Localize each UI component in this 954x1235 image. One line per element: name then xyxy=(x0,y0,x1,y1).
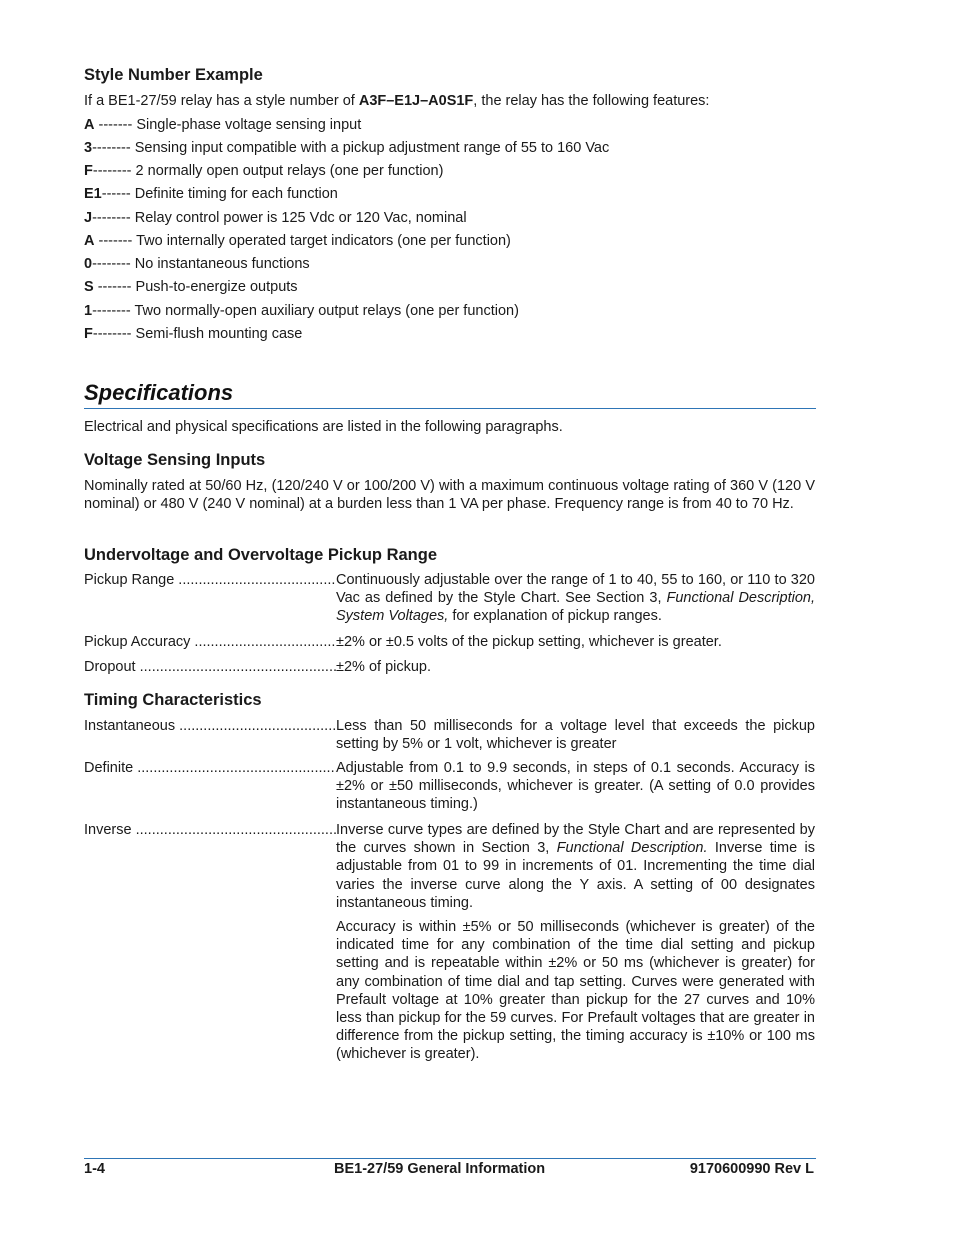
spec-label: Dropout ..... xyxy=(84,658,336,676)
feature-line: A ------- Two internally operated target indicators (one per function) xyxy=(84,233,511,249)
section-rule xyxy=(84,408,816,409)
feature-line: 3-------- Sensing input compatible with a pickup adjustment range of 55 to 160 Vac xyxy=(84,140,610,156)
spec-dropout xyxy=(84,658,815,676)
spec-label: Instantaneous ..... xyxy=(84,717,336,735)
footer-page-number: 1-4 xyxy=(84,1161,105,1177)
specifications-intro: Electrical and physical specifications are listed in the following paragraphs. xyxy=(84,419,563,435)
style-example-heading: Style Number Example xyxy=(84,66,263,84)
pickup-range-heading: Undervoltage and Overvoltage Pickup Range xyxy=(84,546,438,564)
feature-line: J-------- Relay control power is 125 Vdc or 120 Vac, nominal xyxy=(84,210,467,226)
voltage-sensing-text: Nominally rated at 50/60 Hz, (120/240 V or 100/200 V) with a maximum continuous voltage rating of 360 V (120 V nominal) or 480 V (240 V nominal) at a burden less than 1 VA per phase. Frequency range is from 40 to 70 Hz. xyxy=(84,478,815,512)
footer-doc-number: 9170600990 Rev L xyxy=(689,1161,814,1177)
spec-definite xyxy=(84,759,815,814)
spec-value: ±2% or ±0.5 volts of the pickup setting, whichever is greater. xyxy=(336,634,722,650)
spec-label: Pickup Accuracy ..... xyxy=(84,633,336,651)
spec-value: Less than 50 milliseconds for a voltage level that exceeds the pickup setting by 5% or 1 volt, whichever is greater xyxy=(336,718,815,753)
spec-value: Adjustable from 0.1 to 9.9 seconds, in steps of 0.1 seconds. Accuracy is ±2% or ±50 milliseconds, whichever is greater. (A setting of 0.0 provides instantaneous timing.) xyxy=(336,760,815,813)
timing-heading: Timing Characteristics xyxy=(84,691,262,709)
spec-value: ±2% of pickup. xyxy=(336,659,432,675)
spec-label: Inverse ..... xyxy=(84,821,336,839)
spec-value: Inverse curve types are defined by the Style Chart and are represented by the curves shown in Section 3, Functional Description. Inverse time is adjustable from 01 to 99 in increments of 01. Incrementing the time dial varies the inverse curve along the Y axis. A setting of 00 designates instantaneous timing. Accuracy is within ±5% or 50 milliseconds (whichever is greater) of the indicated time for any combination of the time dial setting and pickup setting and is repeatable within ±2% or 50 ms (whichever is greater) for any combination of time dial and tap setting. Curves were generated with Prefault voltage at 10% greater than pickup for the 27 curves and 10% less than pickup for the 59 curves. For Prefault voltages that are greater in difference from the pickup setting, the timing accuracy is ±10% or 100 ms (whichever is greater). xyxy=(336,822,815,1063)
style-example-intro: If a BE1-27/59 relay has a style number of A3F–E1J–A0S1F, the relay has the following features: xyxy=(84,93,710,109)
footer-rule xyxy=(84,1158,816,1159)
spec-label: Definite ..... xyxy=(84,759,336,777)
spec-inverse xyxy=(84,821,815,1064)
specifications-title: Specifications xyxy=(84,380,234,405)
spec-value: Continuously adjustable over the range of 1 to 40, 55 to 160, or 110 to 320 Vac as defined by the Style Chart. See Section 3, Functional Description, System Voltages, for explanation of pickup ranges. xyxy=(336,572,815,625)
spec-label: Pickup Range ..... xyxy=(84,571,336,589)
feature-line: A ------- Single-phase voltage sensing input xyxy=(84,117,362,133)
footer-title: BE1-27/59 General Information xyxy=(334,1161,546,1177)
style-number: A3F–E1J–A0S1F xyxy=(358,93,474,109)
spec-pickup-accuracy xyxy=(84,633,815,651)
feature-line: F-------- 2 normally open output relays (one per function) xyxy=(84,163,444,179)
feature-line: F-------- Semi-flush mounting case xyxy=(84,326,303,342)
feature-line: E1------ Definite timing for each function xyxy=(84,186,338,202)
voltage-sensing-heading: Voltage Sensing Inputs xyxy=(84,451,266,469)
feature-line: S ------- Push-to-energize outputs xyxy=(84,279,298,295)
spec-instantaneous xyxy=(84,717,815,753)
feature-line: 0-------- No instantaneous functions xyxy=(84,256,310,272)
feature-line: 1-------- Two normally-open auxiliary output relays (one per function) xyxy=(84,303,519,319)
spec-pickup-range xyxy=(84,571,815,626)
